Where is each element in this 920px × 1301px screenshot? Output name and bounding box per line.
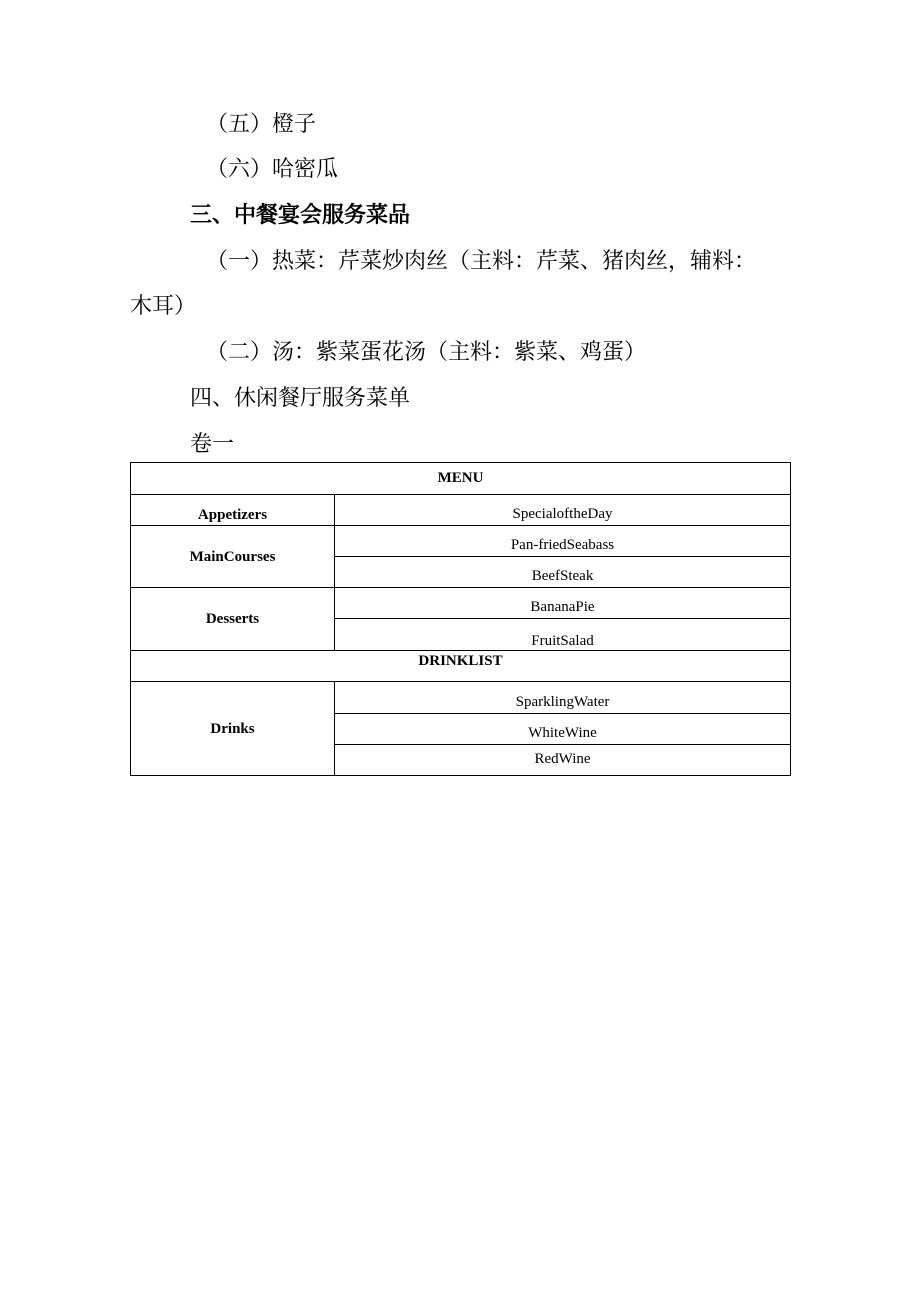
list-item-orange: （五）橙子 (206, 112, 317, 137)
section-heading-chinese-banquet: 三、中餐宴会服务菜品 (190, 202, 411, 228)
dish-soup: （二）汤：紫菜蛋花汤（主料：紫菜、鸡蛋） (206, 340, 647, 365)
menu-item: WhiteWine (335, 714, 791, 745)
dish-hot-dish: （一）热菜：芹菜炒肉丝（主料：芹菜、猪肉丝，辅料： (206, 249, 757, 274)
menu-item: SpecialoftheDay (335, 495, 791, 526)
menu-item: RedWine (335, 745, 791, 776)
category-drinks: Drinks (131, 682, 335, 776)
menu-header: MENU (131, 463, 791, 495)
menu-table (130, 462, 791, 776)
menu-item: Pan-friedSeabass (335, 526, 791, 557)
category-desserts: Desserts (131, 588, 335, 651)
volume-label: 卷一 (190, 432, 235, 457)
menu-item: FruitSalad (335, 619, 791, 651)
menu-item: BananaPie (335, 588, 791, 619)
category-main-courses: MainCourses (131, 526, 335, 588)
menu-item: SparklingWater (335, 682, 791, 714)
list-item-melon: （六）哈密瓜 (206, 157, 339, 182)
category-appetizers: Appetizers (131, 495, 335, 526)
section-heading-casual-restaurant: 四、休闲餐厅服务菜单 (190, 386, 411, 411)
dish-hot-dish-continued: 木耳） (130, 294, 197, 319)
menu-item: BeefSteak (335, 557, 791, 588)
drink-list-header: DRINKLIST (131, 651, 791, 682)
